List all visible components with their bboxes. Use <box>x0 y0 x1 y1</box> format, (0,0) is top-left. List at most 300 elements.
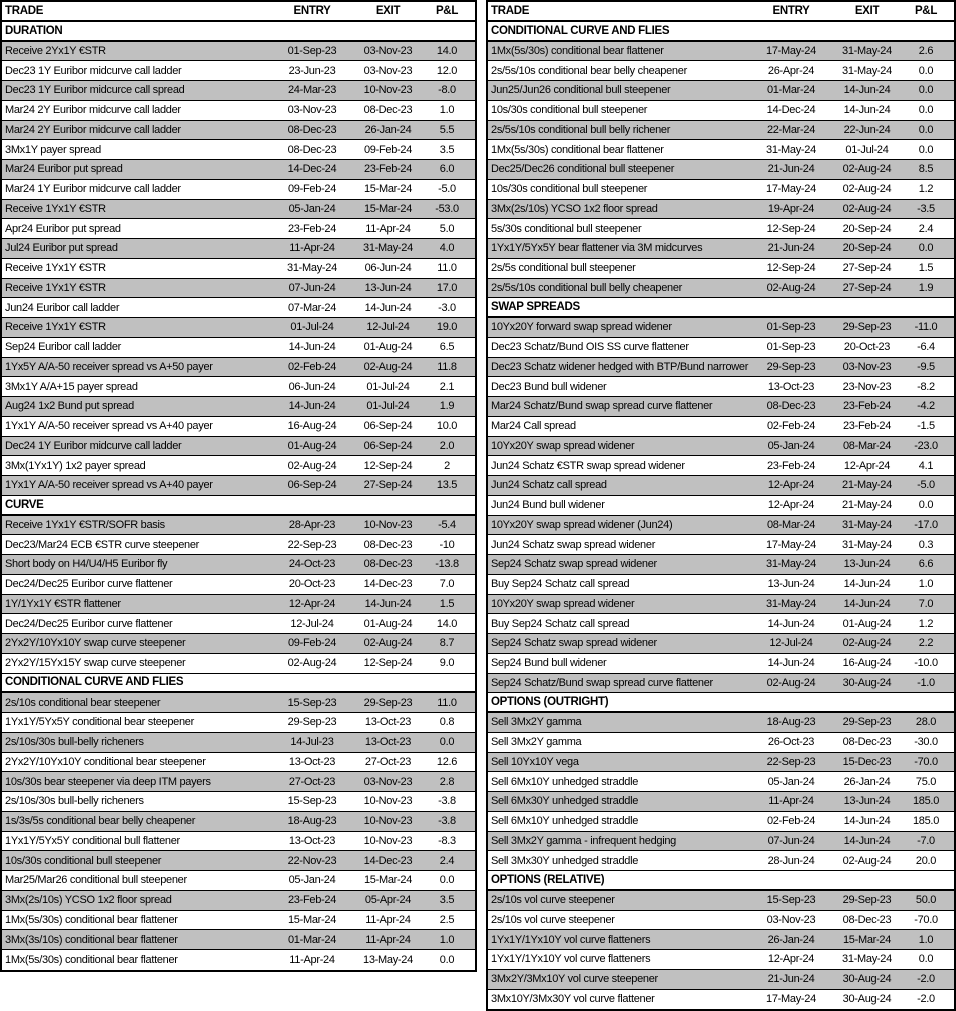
trade-name: Sep24 Schatz swap spread widener <box>491 558 657 571</box>
pnl-value: -3.8 <box>438 795 456 808</box>
entry-date: 01-Jul-24 <box>290 321 334 334</box>
trade-name: Jun24 Schatz swap spread widener <box>491 538 656 551</box>
trade-name: Receive 1Yx1Y €STR/SOFR basis <box>5 518 165 531</box>
trade-name: 1Yx1Y A/A-50 receiver spread vs A+40 payer <box>5 479 213 492</box>
exit-date: 12-Apr-24 <box>843 459 891 472</box>
trade-row <box>2 200 475 220</box>
pnl-value: -17.0 <box>914 518 938 531</box>
trade-row <box>2 140 475 160</box>
trade-name: Sell 6Mx10Y unhedged straddle <box>491 775 639 788</box>
exit-date: 14-Jun-24 <box>843 84 891 97</box>
trade-name: 1s/3s/5s conditional bear belly cheapener <box>5 815 196 828</box>
exit-date: 16-Aug-24 <box>842 657 892 670</box>
pnl-value: 20.0 <box>915 854 937 867</box>
pnl-value: 0.0 <box>439 736 455 749</box>
entry-date: 05-Jan-24 <box>767 439 815 452</box>
exit-date: 14-Jun-24 <box>843 597 891 610</box>
entry-date: 17-May-24 <box>766 183 816 196</box>
trade-name: 10Yx20Y forward swap spread widener <box>491 321 672 334</box>
trade-name: 5s/30s conditional bull steepener <box>491 222 642 235</box>
pnl-value: 6.6 <box>918 558 934 571</box>
trade-row <box>488 180 954 200</box>
section-title: OPTIONS (OUTRIGHT) <box>491 696 609 709</box>
pnl-value: 1.9 <box>918 281 934 294</box>
entry-date: 03-Nov-23 <box>766 913 816 926</box>
pnl-value: 1.2 <box>918 183 934 196</box>
trade-name: Mar24 Schatz/Bund swap spread curve flattener <box>491 400 713 413</box>
pnl-value: 1.0 <box>439 933 455 946</box>
entry-date: 21-Jun-24 <box>767 163 815 176</box>
entry-date: 29-Sep-23 <box>766 360 816 373</box>
trade-name: 2Yx2Y/10Yx10Y swap curve steepener <box>5 637 186 650</box>
pnl-value: -10.0 <box>914 657 938 670</box>
column-header-exit: EXIT <box>375 4 401 17</box>
entry-date: 14-Dec-24 <box>766 104 816 117</box>
entry-date: 15-Mar-24 <box>287 913 337 926</box>
column-header-trade: TRADE <box>5 4 44 17</box>
pnl-value: 1.9 <box>439 400 455 413</box>
exit-date: 27-Sep-24 <box>363 479 413 492</box>
entry-date: 08-Dec-23 <box>287 123 337 136</box>
trades-table-right <box>486 0 956 1011</box>
exit-date: 13-Jun-24 <box>364 281 412 294</box>
trade-row <box>2 160 475 180</box>
exit-date: 23-Feb-24 <box>842 400 892 413</box>
trade-row <box>488 812 954 832</box>
trade-name: Sell 10Yx10Y vega <box>491 755 579 768</box>
entry-date: 20-Oct-23 <box>288 578 336 591</box>
exit-date: 05-Apr-24 <box>364 894 412 907</box>
pnl-value: 14.0 <box>436 617 458 630</box>
trade-row <box>488 456 954 476</box>
trade-name: 10s/30s conditional bull steepener <box>5 854 162 867</box>
pnl-value: 28.0 <box>915 716 937 729</box>
pnl-value: 3.5 <box>439 894 455 907</box>
trade-name: Dec24/Dec25 Euribor curve flattener <box>5 578 173 591</box>
entry-date: 01-Mar-24 <box>287 933 337 946</box>
entry-date: 22-Sep-23 <box>287 538 337 551</box>
trade-row <box>2 891 475 911</box>
exit-date: 13-May-24 <box>363 953 413 966</box>
trade-name: Buy Sep24 Schatz call spread <box>491 578 630 591</box>
entry-date: 21-Jun-24 <box>767 973 815 986</box>
trade-row <box>488 219 954 239</box>
trade-name: Dec23 Schatz/Bund OIS SS curve flattener <box>491 341 689 354</box>
trade-name: Short body on H4/U4/H5 Euribor fly <box>5 558 168 571</box>
trade-name: Sell 3Mx2Y gamma <box>491 736 582 749</box>
exit-date: 14-Jun-24 <box>843 834 891 847</box>
trade-name: Sell 3Mx30Y unhedged straddle <box>491 854 639 867</box>
trade-name: Mar24 Call spread <box>491 420 576 433</box>
trade-row <box>488 200 954 220</box>
trade-row <box>2 614 475 634</box>
section-header-conditional-curve-and-flies <box>2 674 475 694</box>
trade-row <box>2 516 475 536</box>
trade-row <box>488 634 954 654</box>
pnl-value: 2.8 <box>439 775 455 788</box>
trade-row <box>488 437 954 457</box>
exit-date: 01-Aug-24 <box>363 341 413 354</box>
pnl-value: 6.5 <box>439 341 455 354</box>
entry-date: 08-Dec-23 <box>766 400 816 413</box>
entry-date: 12-Jul-24 <box>769 637 813 650</box>
entry-date: 11-Apr-24 <box>289 953 335 966</box>
trade-row <box>2 713 475 733</box>
trade-row <box>2 81 475 101</box>
entry-date: 27-Oct-23 <box>288 775 336 788</box>
entry-date: 05-Jan-24 <box>767 775 815 788</box>
exit-date: 13-Jun-24 <box>843 558 891 571</box>
trade-row <box>2 950 475 970</box>
pnl-value: -6.4 <box>917 341 935 354</box>
exit-date: 15-Mar-24 <box>363 183 413 196</box>
trade-name: Receive 1Yx1Y €STR <box>5 262 106 275</box>
trade-row <box>488 614 954 634</box>
exit-date: 12-Jul-24 <box>366 321 410 334</box>
column-header-entry: ENTRY <box>772 4 810 17</box>
entry-date: 26-Jan-24 <box>767 933 815 946</box>
entry-date: 31-May-24 <box>287 262 337 275</box>
trade-name: 10s/30s conditional bull steepener <box>491 104 648 117</box>
entry-date: 23-Feb-24 <box>287 894 337 907</box>
pnl-value: 0.8 <box>439 716 455 729</box>
pnl-value: 1.5 <box>918 262 934 275</box>
pnl-value: 0.0 <box>918 104 934 117</box>
exit-date: 13-Oct-23 <box>364 716 412 729</box>
pnl-value: 2.6 <box>918 44 934 57</box>
trade-row <box>488 753 954 773</box>
trade-name: Dec23 1Y Euribor midcurce call spread <box>5 84 185 97</box>
trade-name: Mar24 Euribor put spread <box>5 163 123 176</box>
trade-name: 2s/5s conditional bull steepener <box>491 262 636 275</box>
entry-date: 23-Feb-24 <box>766 459 816 472</box>
exit-date: 03-Nov-23 <box>363 775 413 788</box>
pnl-value: 8.7 <box>439 637 455 650</box>
exit-date: 23-Feb-24 <box>363 163 413 176</box>
trade-name: Sep24 Bund bull widener <box>491 657 607 670</box>
entry-date: 02-Feb-24 <box>766 420 816 433</box>
entry-date: 16-Aug-24 <box>287 420 337 433</box>
trade-row <box>2 753 475 773</box>
pnl-value: 4.1 <box>918 459 934 472</box>
trade-row <box>488 318 954 338</box>
trade-row <box>2 358 475 378</box>
pnl-value: 12.0 <box>436 64 458 77</box>
exit-date: 10-Nov-23 <box>363 84 413 97</box>
trade-name: Dec23 1Y Euribor midcurve call ladder <box>5 64 182 77</box>
entry-date: 22-Sep-23 <box>766 755 816 768</box>
trade-name: 1Yx1Y/5Yx5Y bear flattener via 3M midcurves <box>491 242 703 255</box>
trade-row <box>2 42 475 62</box>
entry-date: 15-Sep-23 <box>287 696 337 709</box>
exit-date: 21-May-24 <box>842 479 892 492</box>
trade-row <box>488 121 954 141</box>
exit-date: 01-Aug-24 <box>363 617 413 630</box>
trade-row <box>2 693 475 713</box>
trade-row <box>488 417 954 437</box>
exit-date: 20-Sep-24 <box>842 242 892 255</box>
entry-date: 22-Mar-24 <box>766 123 816 136</box>
trade-name: 1Yx5Y A/A-50 receiver spread vs A+50 payer <box>5 360 213 373</box>
trade-row <box>488 851 954 871</box>
table-header-row <box>488 2 954 22</box>
pnl-value: 11.0 <box>437 262 457 275</box>
entry-date: 22-Nov-23 <box>287 854 337 867</box>
entry-date: 02-Aug-24 <box>766 281 816 294</box>
pnl-value: 11.8 <box>437 360 457 373</box>
trade-row <box>488 338 954 358</box>
entry-date: 13-Oct-23 <box>288 834 336 847</box>
trade-name: Dec23/Mar24 ECB €STR curve steepener <box>5 538 200 551</box>
trade-name: Jul24 Euribor put spread <box>5 242 118 255</box>
trade-row <box>2 298 475 318</box>
section-title: SWAP SPREADS <box>491 301 580 314</box>
trade-name: Dec23 Schatz widener hedged with BTP/Bund narrower <box>491 360 749 373</box>
entry-date: 17-May-24 <box>766 44 816 57</box>
entry-date: 23-Jun-23 <box>288 64 336 77</box>
exit-date: 23-Nov-23 <box>842 380 892 393</box>
pnl-value: 0.0 <box>918 953 934 966</box>
entry-date: 14-Jun-24 <box>767 657 815 670</box>
trade-row <box>2 792 475 812</box>
trade-row <box>488 792 954 812</box>
entry-date: 03-Nov-23 <box>287 104 337 117</box>
exit-date: 20-Sep-24 <box>842 222 892 235</box>
entry-date: 11-Apr-24 <box>289 242 335 255</box>
exit-date: 08-Dec-23 <box>363 538 413 551</box>
exit-date: 13-Jun-24 <box>843 795 891 808</box>
pnl-value: 2.0 <box>439 439 455 452</box>
pnl-value: 5.5 <box>439 123 455 136</box>
trade-name: Dec24/Dec25 Euribor curve flattener <box>5 617 173 630</box>
trade-row <box>2 219 475 239</box>
trade-name: Jun25/Jun26 conditional bull steepener <box>491 84 671 97</box>
trade-row <box>488 476 954 496</box>
exit-date: 20-Oct-23 <box>843 341 891 354</box>
trade-name: 1Yx1Y/5Yx5Y conditional bull flattener <box>5 834 180 847</box>
pnl-value: 1.0 <box>918 578 934 591</box>
trade-name: Jun24 Schatz call spread <box>491 479 607 492</box>
entry-date: 31-May-24 <box>766 558 816 571</box>
exit-date: 15-Mar-24 <box>363 874 413 887</box>
pnl-value: -8.3 <box>438 834 456 847</box>
trade-row <box>2 377 475 397</box>
trade-name: Sep24 Euribor call ladder <box>5 341 122 354</box>
pnl-value: 11.0 <box>437 696 457 709</box>
exit-date: 08-Dec-23 <box>842 913 892 926</box>
exit-date: 15-Mar-24 <box>842 933 892 946</box>
exit-date: 31-May-24 <box>842 538 892 551</box>
trade-row <box>488 990 954 1010</box>
entry-date: 21-Jun-24 <box>767 242 815 255</box>
trade-name: 10Yx20Y swap spread widener (Jun24) <box>491 518 673 531</box>
section-header-curve <box>2 496 475 516</box>
pnl-value: 17.0 <box>436 281 458 294</box>
exit-date: 31-May-24 <box>363 242 413 255</box>
pnl-value: 0.0 <box>918 499 934 512</box>
exit-date: 10-Nov-23 <box>363 834 413 847</box>
trade-name: Buy Sep24 Schatz call spread <box>491 617 630 630</box>
trade-name: Mar24 1Y Euribor midcurve call ladder <box>5 183 181 196</box>
trade-name: 10s/30s bear steepener via deep ITM payers <box>5 775 211 788</box>
trade-row <box>488 654 954 674</box>
entry-date: 26-Oct-23 <box>767 736 815 749</box>
exit-date: 02-Aug-24 <box>842 202 892 215</box>
exit-date: 14-Jun-24 <box>843 815 891 828</box>
exit-date: 08-Dec-23 <box>842 736 892 749</box>
entry-date: 07-Jun-24 <box>288 281 336 294</box>
trade-name: 1Y/1Yx1Y €STR flattener <box>5 597 121 610</box>
pnl-value: 1.5 <box>439 597 455 610</box>
trade-row <box>488 713 954 733</box>
entry-date: 31-May-24 <box>766 143 816 156</box>
trade-row <box>2 832 475 852</box>
entry-date: 13-Jun-24 <box>767 578 815 591</box>
exit-date: 08-Dec-23 <box>363 104 413 117</box>
pnl-value: 12.6 <box>436 755 458 768</box>
trade-name: 2s/10s/30s bull-belly richeners <box>5 736 144 749</box>
exit-date: 27-Oct-23 <box>364 755 412 768</box>
pnl-value: 1.2 <box>918 617 934 630</box>
trade-name: Receive 1Yx1Y €STR <box>5 202 106 215</box>
trade-name: 10s/30s conditional bull steepener <box>491 183 648 196</box>
entry-date: 14-Jul-23 <box>290 736 334 749</box>
pnl-value: -2.0 <box>917 973 935 986</box>
trade-row <box>2 338 475 358</box>
trade-row <box>2 535 475 555</box>
pnl-value: -8.0 <box>438 84 456 97</box>
trade-row <box>2 318 475 338</box>
trade-name: Mar24 2Y Euribor midcurve call ladder <box>5 104 181 117</box>
entry-date: 14-Jun-24 <box>767 617 815 630</box>
entry-date: 23-Feb-24 <box>287 222 337 235</box>
trade-name: 1Yx1Y/1Yx10Y vol curve flatteners <box>491 953 651 966</box>
exit-date: 12-Sep-24 <box>363 657 413 670</box>
section-header-options-outright- <box>488 693 954 713</box>
trade-row <box>2 61 475 81</box>
trade-row <box>488 832 954 852</box>
trade-row <box>2 417 475 437</box>
exit-date: 30-Aug-24 <box>842 993 892 1006</box>
trade-name: Sell 6Mx30Y unhedged straddle <box>491 795 639 808</box>
exit-date: 10-Nov-23 <box>363 518 413 531</box>
column-header-trade: TRADE <box>491 4 530 17</box>
pnl-value: 7.0 <box>918 597 934 610</box>
trade-name: Sell 3Mx2Y gamma <box>491 716 582 729</box>
entry-date: 01-Sep-23 <box>766 321 816 334</box>
section-header-swap-spreads <box>488 298 954 318</box>
exit-date: 14-Jun-24 <box>364 301 412 314</box>
exit-date: 01-Aug-24 <box>842 617 892 630</box>
trade-name: 2s/10s/30s bull-belly richeners <box>5 795 144 808</box>
trade-row <box>2 871 475 891</box>
exit-date: 01-Jul-24 <box>366 380 410 393</box>
exit-date: 01-Jul-24 <box>845 143 889 156</box>
trade-row <box>2 634 475 654</box>
trade-row <box>488 61 954 81</box>
trade-name: Jun24 Schatz €STR swap spread widener <box>491 459 685 472</box>
exit-date: 27-Sep-24 <box>842 281 892 294</box>
trade-name: Jun24 Bund bull widener <box>491 499 605 512</box>
trade-row <box>488 535 954 555</box>
pnl-value: 13.5 <box>436 479 458 492</box>
entry-date: 05-Jan-24 <box>288 874 336 887</box>
section-header-options-relative- <box>488 871 954 891</box>
exit-date: 31-May-24 <box>842 953 892 966</box>
trade-row <box>488 239 954 259</box>
pnl-value: -5.0 <box>917 479 935 492</box>
entry-date: 28-Jun-24 <box>767 854 815 867</box>
exit-date: 15-Mar-24 <box>363 202 413 215</box>
exit-date: 10-Nov-23 <box>363 795 413 808</box>
trade-row <box>2 239 475 259</box>
exit-date: 06-Sep-24 <box>363 420 413 433</box>
trade-row <box>488 772 954 792</box>
trade-row <box>488 674 954 694</box>
pnl-value: 75.0 <box>915 775 937 788</box>
trade-name: 1Mx(5s/30s) conditional bear flattener <box>491 143 664 156</box>
exit-date: 01-Jul-24 <box>366 400 410 413</box>
trade-row <box>488 970 954 990</box>
trade-name: Dec23 Bund bull widener <box>491 380 607 393</box>
exit-date: 02-Aug-24 <box>842 854 892 867</box>
entry-date: 02-Aug-24 <box>766 676 816 689</box>
pnl-value: 1.0 <box>439 104 455 117</box>
trade-row <box>2 851 475 871</box>
exit-date: 11-Apr-24 <box>365 933 411 946</box>
trade-name: 1Yx1Y/5Yx5Y conditional bear steepener <box>5 716 194 729</box>
exit-date: 02-Aug-24 <box>842 163 892 176</box>
trade-name: 3Mx(2s/10s) YCSO 1x2 floor spread <box>491 202 658 215</box>
exit-date: 27-Sep-24 <box>842 262 892 275</box>
entry-date: 07-Mar-24 <box>287 301 337 314</box>
entry-date: 12-Jul-24 <box>290 617 334 630</box>
exit-date: 09-Feb-24 <box>363 143 413 156</box>
section-title: DURATION <box>5 24 63 37</box>
pnl-value: -5.4 <box>438 518 456 531</box>
trade-row <box>488 575 954 595</box>
trade-name: Sell 3Mx2Y gamma - infrequent hedging <box>491 834 676 847</box>
trade-name: 1Yx1Y A/A-50 receiver spread vs A+40 payer <box>5 420 213 433</box>
exit-date: 31-May-24 <box>842 44 892 57</box>
pnl-value: 2 <box>444 459 450 472</box>
pnl-value: -3.5 <box>917 202 935 215</box>
trade-row <box>488 279 954 299</box>
entry-date: 14-Dec-24 <box>287 163 337 176</box>
entry-date: 12-Apr-24 <box>767 953 815 966</box>
entry-date: 07-Jun-24 <box>767 834 815 847</box>
entry-date: 12-Apr-24 <box>767 479 815 492</box>
exit-date: 03-Nov-23 <box>842 360 892 373</box>
trade-row <box>488 42 954 62</box>
trade-row <box>2 456 475 476</box>
trade-name: 1Mx(5s/30s) conditional bear flattener <box>5 913 178 926</box>
trade-row <box>488 911 954 931</box>
entry-date: 11-Apr-24 <box>768 795 814 808</box>
trade-row <box>488 496 954 516</box>
trade-row <box>488 259 954 279</box>
pnl-value: -3.0 <box>438 301 456 314</box>
entry-date: 08-Mar-24 <box>766 518 816 531</box>
trade-name: 2s/10s vol curve steepener <box>491 894 615 907</box>
exit-date: 14-Jun-24 <box>843 578 891 591</box>
trade-name: 3Mx1Y A/A+15 payer spread <box>5 380 138 393</box>
entry-date: 02-Feb-24 <box>766 815 816 828</box>
trade-name: Sep24 Schatz swap spread widener <box>491 637 657 650</box>
trades-table-left <box>0 0 477 972</box>
pnl-value: 2.2 <box>918 637 934 650</box>
exit-date: 02-Aug-24 <box>363 360 413 373</box>
